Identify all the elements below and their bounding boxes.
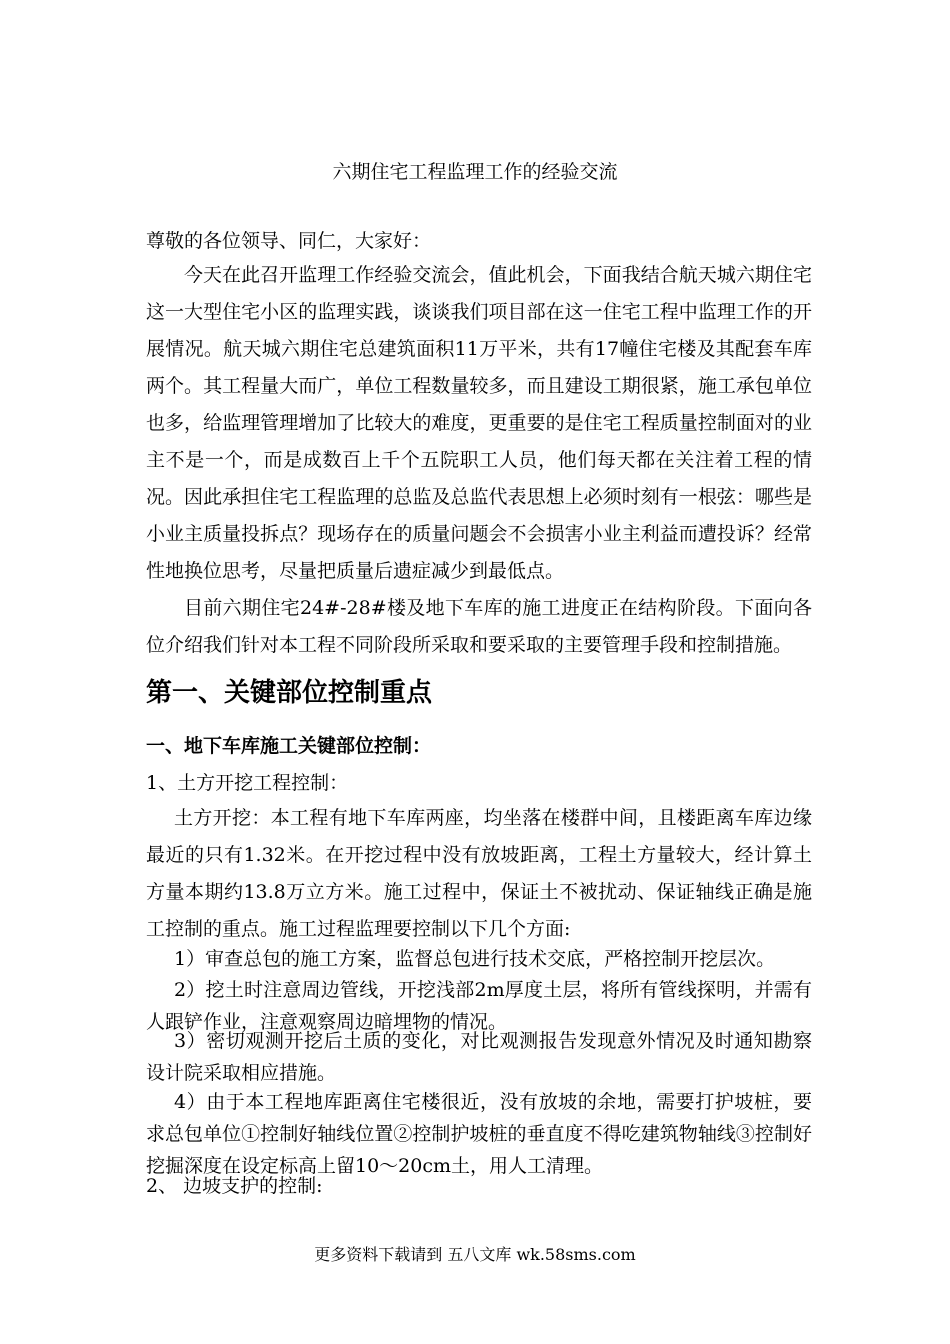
section-heading: 第一、关键部位控制重点 — [146, 678, 433, 708]
list-item-1: 1）审查总包的施工方案，监督总包进行技术交底，严格控制开挖层次。 — [174, 948, 776, 970]
paragraph-intro: 今天在此召开监理工作经验交流会，值此机会，下面我结合航天城六期住宅这一大型住宅小区的监理实践，谈谈我们项目部在这一住宅工程中监理工作的开展情况。航天城六期住宅总建筑面积11万平米，共有17幢住宅楼及其配套车库两个。其工程量大而广，单位工程数量较多，而且建设工期很紧，施工承包单位也多，给监理管理增加了比较大的难度，更重要的是住宅工程质量控制面对的业主不是一个，而是成数百上千个五院职工人员，他们每天都在关注着工程的情况。因此承担住宅工程监理的总监及总监代表思想上必须时刻有一根弦：哪些是小业主质量投拆点？现场存在的质量问题会不会损害小业主利益而遭投诉？经常性地换位思考，尽量把质量后遗症减少到最低点。 — [146, 264, 812, 582]
paragraph-progress: 目前六期住宅24#-28#楼及地下车库的施工进度正在结构阶段。下面向各位介绍我们针对本工程不同阶段所采取和要采取的主要管理手段和控制措施。 — [146, 597, 812, 656]
document-title: 六期住宅工程监理工作的经验交流 — [332, 161, 618, 183]
subsection-heading: 一、地下车库施工关键部位控制： — [146, 735, 432, 757]
item-title-slope-support: 2、 边坡支护的控制: — [146, 1175, 323, 1197]
item-title-earthwork: 1、土方开挖工程控制： — [146, 772, 349, 794]
paragraph-earthwork: 土方开挖：本工程有地下车库两座，均坐落在楼群中间，且楼距离车库边缘最近的只有1.32米。在开挖过程中没有放坡距离，工程土方量较大，经计算土方量本期约13.8万立方米。施工过程中，保证土不被扰动、保证轴线正确是施工控制的重点。施工过程监理要控制以下几个方面: — [146, 807, 812, 940]
list-item-3: 3）密切观测开挖后土质的变化，对比观测报告发现意外情况及时通知勘察设计院采取相应措施。 — [146, 1030, 812, 1084]
list-item-4: 4）由于本工程地库距离住宅楼很近，没有放坡的余地，需要打护坡桩，要求总包单位①控制好轴线位置②控制护坡桩的垂直度不得吃建筑物轴线③控制好挖掘深度在设定标高上留10～20cm土，用人工清理。 — [146, 1091, 812, 1177]
list-item-2: 2）挖土时注意周边管线，开挖浅部2m厚度土层，将所有管线探明，并需有人跟铲作业，注意观察周边暗埋物的情况。 — [146, 979, 812, 1033]
page-footer: 更多资料下载请到 五八文库 wk.58sms.com — [314, 1245, 636, 1264]
greeting: 尊敬的各位领导、同仁，大家好： — [146, 230, 432, 252]
